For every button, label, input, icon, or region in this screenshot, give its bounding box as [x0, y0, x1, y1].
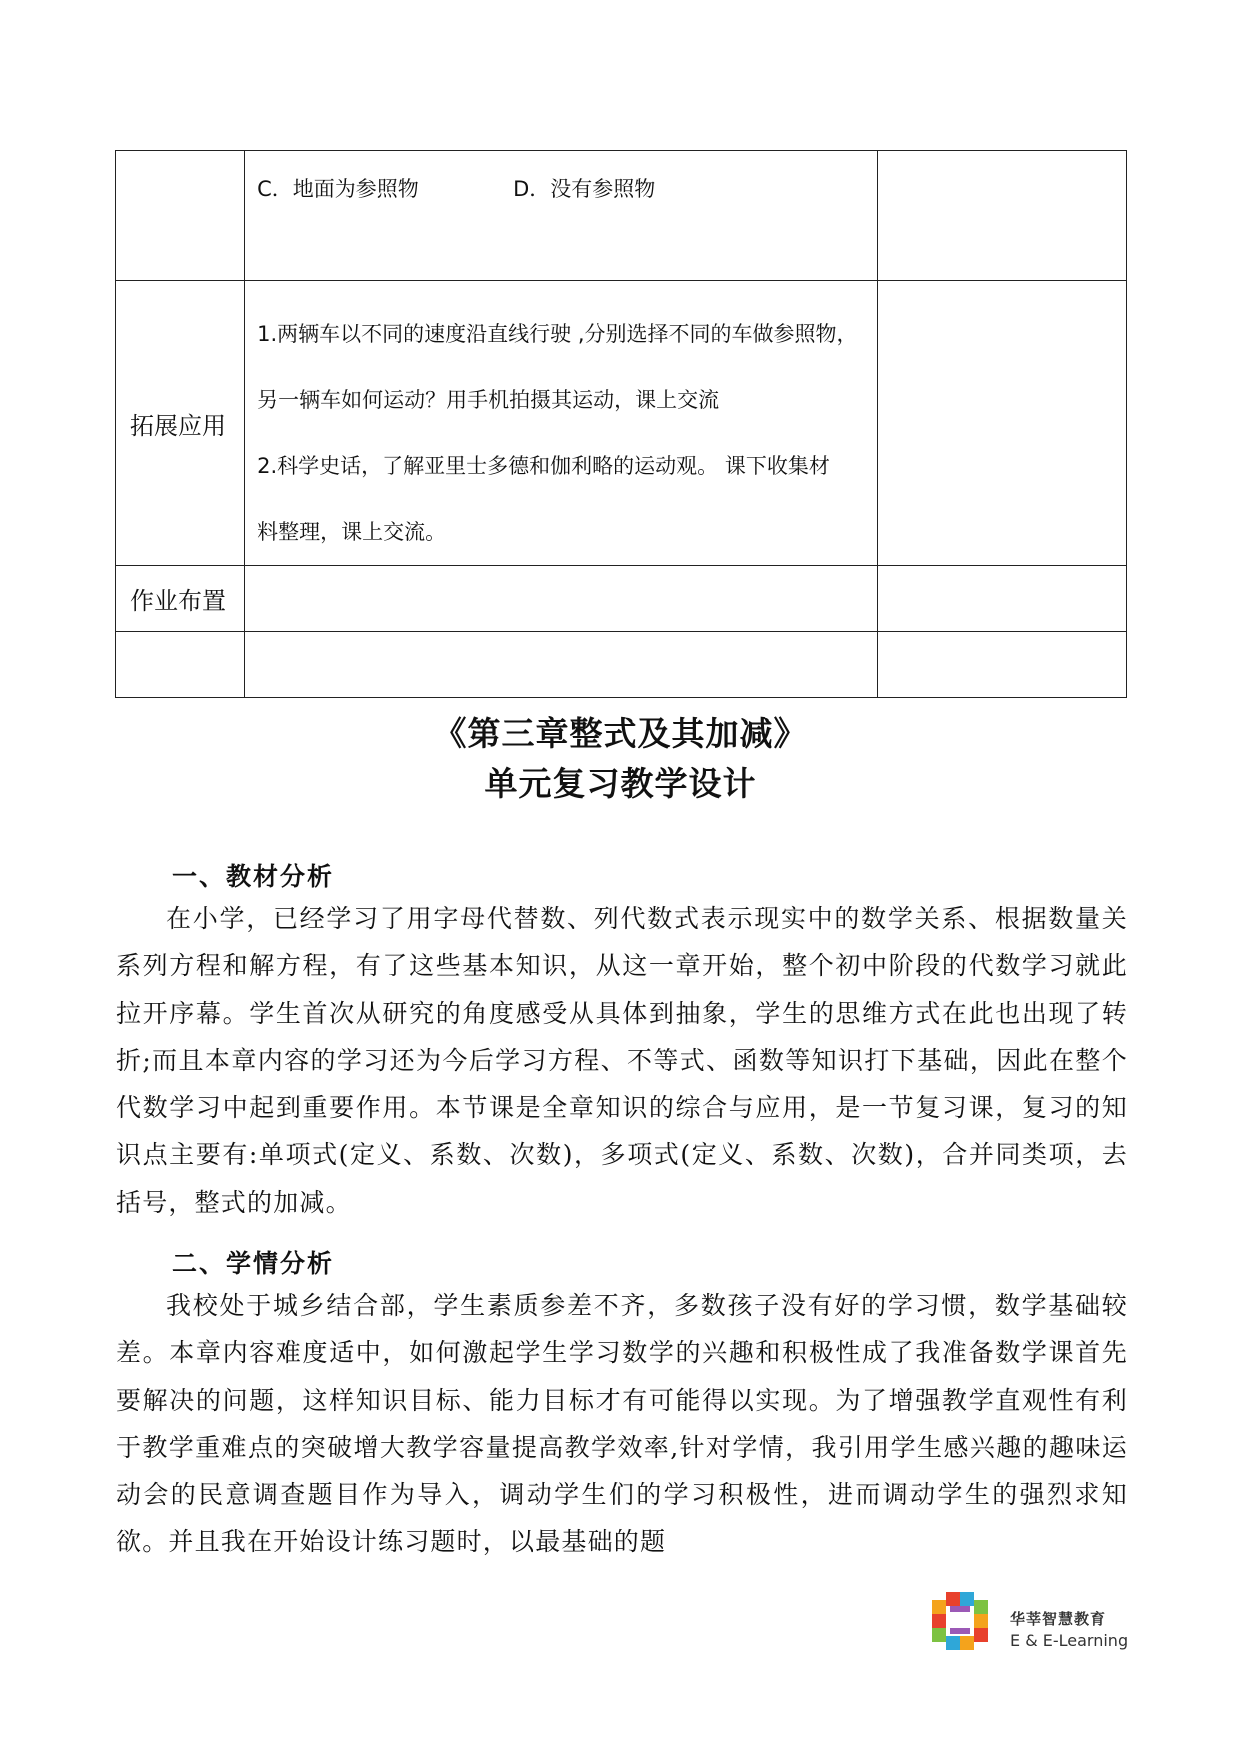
- row-label: [116, 632, 245, 698]
- content-cell: [245, 632, 878, 698]
- table-row: [116, 281, 1127, 566]
- section-heading-textbook: 一、教材分析: [172, 862, 335, 891]
- document-subtitle: 单元复习教学设计: [484, 764, 757, 803]
- row-label-extension: 拓展应用: [116, 281, 245, 566]
- lesson-table: [115, 150, 1127, 698]
- note-cell: [877, 151, 1126, 281]
- table-row: [116, 632, 1127, 698]
- paragraph: 在小学，已经学习了用字母代替数、列代数式表示现实中的数学关系、根据数量关系列方程和解方程，有了这些基本知识，从这一章开始，整个初中阶段的代数学习就此拉开序幕。学生首次从研究的角度感受从具体到抽象，学生的思维方式在此也出现了转折;而且本章内容的学习还为今后学习方程、不等式、函数等知识打下基础，因此在整个代数学习中起到重要作用。本节课是全章知识的综合与应用，是一节复习课，复习的知识点主要有:单项式(定义、系数、次数)，多项式(定义、系数、次数)，合并同类项，去括号，整式的加减。: [116, 904, 1128, 1217]
- logo-name-en: E & E-Learning: [1010, 1631, 1129, 1650]
- row-label: [116, 151, 245, 281]
- section-student-analysis: [116, 1282, 1128, 1566]
- extension-line: 另一辆车如何运动？用手机拍摄其运动，课上交流: [257, 388, 720, 412]
- paragraph: 我校处于城乡结合部，学生素质参差不齐，多数孩子没有好的学习惯，数学基础较差。本章内容难度适中，如何激起学生学习数学的兴趣和积极性成了我准备数学课首先要解决的问题，这样知识目标、能力目标才有可能得以实现。为了增强教学直观性有利于教学重难点的突破增大教学容量提高教学效率,针对学情，我引用学生感兴趣的趣味运动会的民意调查题目作为导入，调动学生们的学习积极性，进而调动学生的强烈求知欲。并且我在开始设计练习题时，以最基础的题: [116, 1291, 1128, 1557]
- document-title: 《第三章整式及其加减》: [433, 714, 808, 753]
- logo-name-cn: 华莘智慧教育: [1010, 1610, 1107, 1628]
- extension-line: 2.科学史话，了解亚里士多德和伽利略的运动观。 课下收集材: [257, 454, 830, 478]
- note-cell: [877, 566, 1126, 632]
- note-cell: [877, 632, 1126, 698]
- table-row: [116, 566, 1127, 632]
- option-d: D．没有参照物: [513, 177, 656, 201]
- option-c: C．地面为参照物: [257, 177, 419, 201]
- note-cell: [877, 281, 1126, 566]
- logo-text: [1010, 1608, 1128, 1650]
- extension-line: 1.两辆车以不同的速度沿直线行驶 ,分别选择不同的车做参照物，: [257, 322, 858, 346]
- homework-cell: [245, 566, 878, 632]
- row-label-homework: 作业布置: [116, 566, 245, 632]
- section-heading-students: 二、学情分析: [172, 1249, 335, 1278]
- extension-line: 料整理，课上交流。: [257, 520, 447, 544]
- options-cell: [245, 151, 878, 281]
- table-row: [116, 151, 1127, 281]
- section-textbook-analysis: [116, 895, 1128, 1226]
- extension-cell: [245, 281, 878, 566]
